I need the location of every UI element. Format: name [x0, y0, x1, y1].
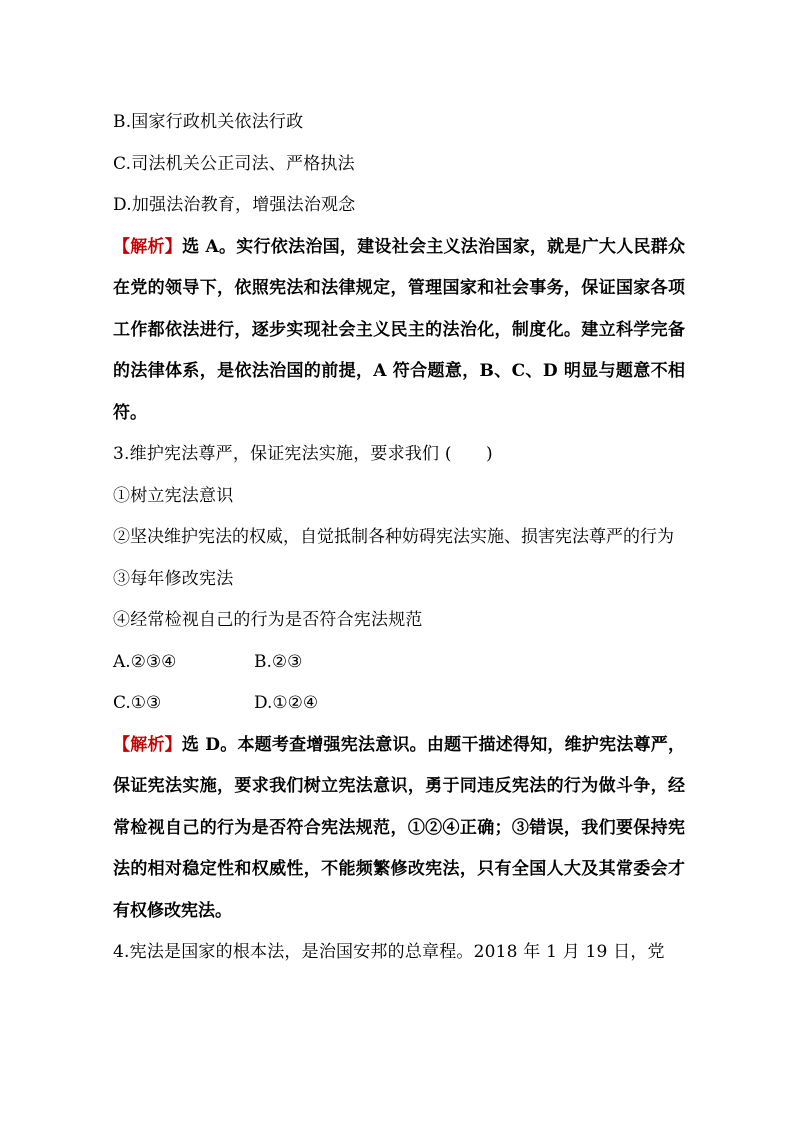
q2-option-b: B.国家行政机关依法行政 [113, 112, 304, 132]
q3-option-a: A.②③④ [113, 651, 177, 672]
q3-stem: 3.维护宪法尊严，保证宪法实施，要求我们 ( ) [113, 444, 493, 464]
analysis-text: 选 A。实行依法治国，建设社会主义法治国家，就是广大人民群众在党的领导下，依照宪法和法律规定，管理国家和社会事务，保证国家各项工作都依法进行，逐步实现社会主义民主的法治化，制度化。建立科学完备的法律体系，是依法治国的前提，A 符合题意，B、C、D 明显与题意不相符。 [113, 236, 685, 423]
q3-option-c: C.①③ [113, 693, 162, 713]
document-page [113, 102, 685, 974]
analysis-text: 选 D。本题考查增强宪法意识。由题干描述得知，维护宪法尊严，保证宪法实施，要求我们树立宪法意识，勇于同违反宪法的行为做斗争，经常检视自己的行为是否符合宪法规范，①②④正确；③错误，我们要保持宪法的相对稳定性和权威性，不能频繁修改宪法，只有全国人大及其常委会才有权修改宪法。 [113, 734, 685, 921]
analysis-tag: 【解析】 [113, 734, 182, 755]
q3-item-4: ④经常检视自己的行为是否符合宪法规范 [113, 610, 423, 630]
q3-analysis [113, 725, 685, 933]
q3-item-3: ③每年修改宪法 [113, 568, 234, 589]
q3-option-b: B.②③ [254, 651, 303, 672]
q3-item-1: ①树立宪法意识 [113, 485, 234, 506]
q3-item-2: ②坚决维护宪法的权威，自觉抵制各种妨碍宪法实施、损害宪法尊严的行为 [113, 527, 674, 547]
q2-option-d: D.加强法治教育，增强法治观念 [113, 195, 356, 215]
q4-stem: 4.宪法是国家的根本法，是治国安邦的总章程。2018 年 1 月 19 日，党 [113, 942, 665, 962]
q3-options-row-2 [113, 683, 685, 725]
q2-option-c: C.司法机关公正司法、严格执法 [113, 153, 355, 174]
q3-option-d: D.①②④ [254, 693, 319, 713]
q3-options-row-1 [113, 642, 685, 684]
q2-analysis [113, 227, 685, 435]
analysis-tag: 【解析】 [113, 236, 183, 257]
